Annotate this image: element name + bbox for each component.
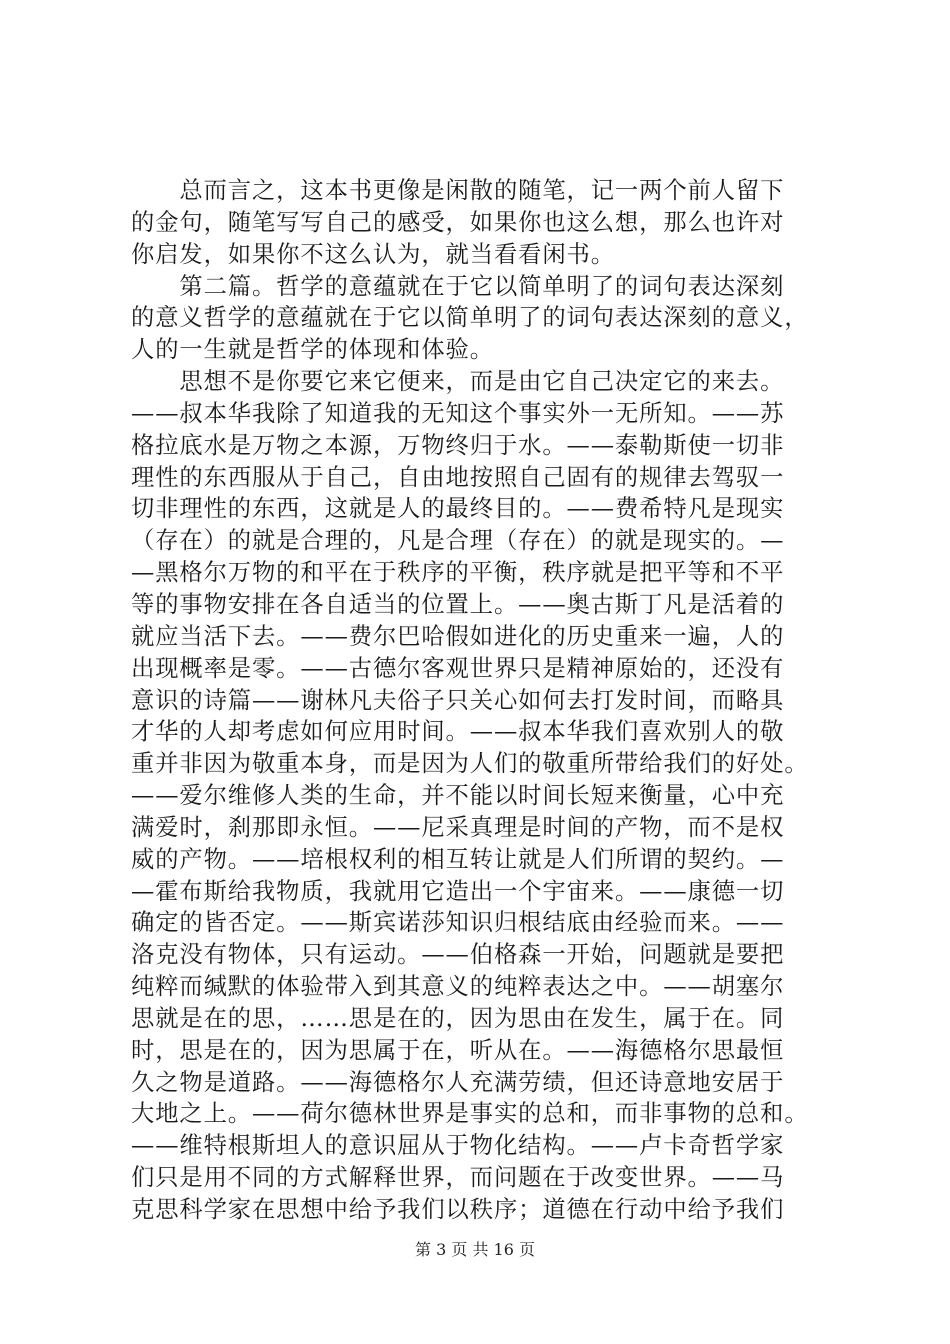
text-line: 才华的人却考虑如何应用时间。——叔本华我们喜欢别人的敬 [131, 718, 785, 746]
text-line: 们只是用不同的方式解释世界，而问题在于改变世界。——马 [131, 1164, 785, 1192]
text-line: （存在）的就是合理的，凡是合理（存在）的就是现实的。— [131, 527, 785, 555]
text-line: 格拉底水是万物之本源，万物终归于水。——泰勒斯使一切非 [131, 431, 785, 459]
text-line: 洛克没有物体，只有运动。——伯格森一开始，问题就是要把 [131, 941, 785, 969]
text-line: 意识的诗篇——谢林凡夫俗子只关心如何去打发时间，而略具 [131, 686, 785, 714]
text-line: 出现概率是零。——古德尔客观世界只是精神原始的，还没有 [131, 654, 785, 682]
text-line: 思就是在的思，……思是在的，因为思由在发生，属于在。同 [131, 1004, 785, 1032]
body-text [131, 175, 831, 1226]
text-line: 威的产物。——培根权利的相互转让就是人们所谓的契约。— [131, 845, 785, 873]
text-line: 的意义哲学的意蕴就在于它以简单明了的词句表达深刻的意义， [131, 304, 809, 332]
text-line: 第二篇。哲学的意蕴就在于它以简单明了的词句表达深刻 [131, 272, 785, 300]
text-line: 就应当活下去。——费尔巴哈假如进化的历史重来一遍，人的 [131, 622, 785, 650]
text-line: —霍布斯给我物质，我就用它造出一个宇宙来。——康德一切 [131, 877, 785, 905]
text-line: 理性的东西服从于自己，自由地按照自己固有的规律去驾驭一 [131, 463, 785, 491]
text-line: 人的一生就是哲学的体现和体验。 [131, 336, 494, 364]
text-line: 满爱时，刹那即永恒。——尼采真理是时间的产物，而不是权 [131, 813, 785, 841]
text-line: 重并非因为敬重本身，而是因为人们的敬重所带给我们的好处。 [131, 750, 809, 778]
text-line: 总而言之，这本书更像是闲散的随笔，记一两个前人留下 [131, 177, 785, 204]
text-line: 思想不是你要它来它便来，而是由它自己决定它的来去。 [131, 368, 785, 396]
text-line: ——爱尔维修人类的生命，并不能以时间长短来衡量，心中充 [131, 782, 785, 810]
text-line: 纯粹而缄默的体验带入到其意义的纯粹表达之中。——胡塞尔 [131, 973, 785, 1001]
text-line: 克思科学家在思想中给予我们以秩序；道德在行动中给予我们 [131, 1196, 785, 1223]
text-line: 确定的皆否定。——斯宾诺莎知识归根结底由经验而来。—— [131, 909, 785, 937]
text-line: 久之物是道路。——海德格尔人充满劳绩，但还诗意地安居于 [131, 1068, 785, 1096]
text-line: 切非理性的东西，这就是人的最终目的。——费希特凡是现实 [131, 495, 785, 523]
text-line: 的金句，随笔写写自己的感受，如果你也这么想，那么也许对 [131, 208, 785, 236]
text-line: —黑格尔万物的和平在于秩序的平衡，秩序就是把平等和不平 [131, 559, 785, 587]
text-line: ——维特根斯坦人的意识屈从于物化结构。——卢卡奇哲学家 [131, 1132, 785, 1160]
text-line: ——叔本华我除了知道我的无知这个事实外一无所知。——苏 [131, 399, 785, 427]
page-number-footer: 第 3 页 共 16 页 [415, 1240, 535, 1259]
text-line: 你启发，如果你不这么认为，就当看看闲书。 [131, 240, 615, 268]
text-line: 等的事物安排在各自适当的位置上。——奥古斯丁凡是活着的 [131, 590, 785, 618]
text-line: 时，思是在的，因为思属于在，听从在。——海德格尔思最恒 [131, 1036, 785, 1064]
text-line: 大地之上。——荷尔德林世界是事实的总和，而非事物的总和。 [131, 1100, 809, 1128]
